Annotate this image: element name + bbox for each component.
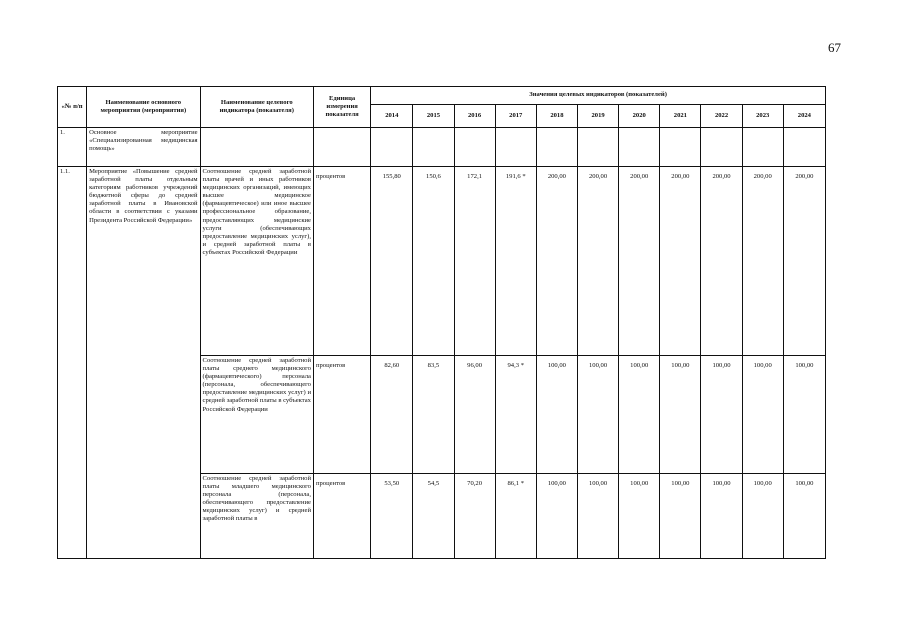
indicator-unit: процентов bbox=[313, 356, 370, 474]
indicator-name: Соотношение средней заработной платы среднего медицинского (фармацевтического) персонала (персонала, обеспечивающего предоставление медицинских услуг) и средней заработной платы в субъектах Российской Федерации bbox=[200, 356, 313, 474]
value-cell: 94,3 * bbox=[495, 356, 536, 474]
value-cell: 83,5 bbox=[413, 356, 454, 474]
year-header: 2019 bbox=[577, 105, 618, 128]
header-num: «№ п/п bbox=[58, 87, 87, 128]
header-activity: Наименование основного мероприятия (мероприятия) bbox=[87, 87, 200, 128]
year-header: 2024 bbox=[783, 105, 825, 128]
year-header: 2022 bbox=[701, 105, 742, 128]
header-indicator: Наименование целевого индикатора (показателя) bbox=[200, 87, 313, 128]
section-num: 1. bbox=[58, 128, 87, 167]
header-unit: Единица измерения показателя bbox=[313, 87, 370, 128]
value-cell: 100,00 bbox=[536, 356, 577, 474]
value-cell: 200,00 bbox=[701, 167, 742, 356]
value-cell: 100,00 bbox=[742, 356, 783, 474]
value-cell: 86,1 * bbox=[495, 474, 536, 559]
value-cell: 82,60 bbox=[371, 356, 413, 474]
year-header: 2017 bbox=[495, 105, 536, 128]
value-cell: 155,80 bbox=[371, 167, 413, 356]
indicator-name: Соотношение средней заработной платы младшего медицинского персонала (персонала, обеспечивающего предоставление медицинских услуг) и средней заработной платы в bbox=[200, 474, 313, 559]
value-cell: 150,6 bbox=[413, 167, 454, 356]
value-cell: 100,00 bbox=[577, 474, 618, 559]
indicator-unit: процентов bbox=[313, 167, 370, 356]
value-cell: 53,50 bbox=[371, 474, 413, 559]
value-cell: 172,1 bbox=[454, 167, 495, 356]
year-header: 2021 bbox=[660, 105, 701, 128]
indicator-name: Соотношение средней заработной платы врачей и иных работников медицинских организаций, имеющих высшее медицинское (фармацевтическое) или иное высшее профессиональное образование, предоставляющих медицинские услуги (обеспечивающих предоставление медицинских услуг), и средней заработной платы в субъектах Российской Федерации bbox=[200, 167, 313, 356]
year-header: 2020 bbox=[619, 105, 660, 128]
value-cell: 96,00 bbox=[454, 356, 495, 474]
activity-name: Мероприятие «Повышение средней заработной платы отдельным категориям работников учреждений бюджетной сферы до средней заработной платы в Ивановской области в соответствии с указами Президента Российской Федерации» bbox=[87, 167, 200, 559]
year-header: 2018 bbox=[536, 105, 577, 128]
value-cell: 200,00 bbox=[619, 167, 660, 356]
value-cell: 200,00 bbox=[742, 167, 783, 356]
value-cell: 54,5 bbox=[413, 474, 454, 559]
value-cell: 200,00 bbox=[577, 167, 618, 356]
value-cell: 100,00 bbox=[783, 474, 825, 559]
page-number: 67 bbox=[828, 40, 841, 55]
value-cell: 100,00 bbox=[536, 474, 577, 559]
value-cell: 100,00 bbox=[783, 356, 825, 474]
value-cell: 100,00 bbox=[701, 474, 742, 559]
target-indicators-table bbox=[57, 86, 826, 559]
value-cell: 100,00 bbox=[701, 356, 742, 474]
value-cell: 100,00 bbox=[660, 474, 701, 559]
activity-num: 1.1. bbox=[58, 167, 87, 559]
value-cell: 70,20 bbox=[454, 474, 495, 559]
section-name: Основное мероприятие «Специализированная медицинская помощь» bbox=[87, 128, 200, 167]
value-cell: 200,00 bbox=[660, 167, 701, 356]
value-cell: 100,00 bbox=[742, 474, 783, 559]
year-header: 2015 bbox=[413, 105, 454, 128]
year-header: 2016 bbox=[454, 105, 495, 128]
value-cell: 100,00 bbox=[660, 356, 701, 474]
value-cell: 200,00 bbox=[536, 167, 577, 356]
value-cell: 100,00 bbox=[577, 356, 618, 474]
value-cell: 100,00 bbox=[619, 356, 660, 474]
value-cell: 100,00 bbox=[619, 474, 660, 559]
section-row bbox=[58, 128, 826, 167]
header-values: Значения целевых индикаторов (показателей) bbox=[371, 87, 826, 105]
indicator-row bbox=[58, 167, 826, 356]
value-cell: 200,00 bbox=[783, 167, 825, 356]
indicator-unit: процентов bbox=[313, 474, 370, 559]
year-header: 2014 bbox=[371, 105, 413, 128]
year-header: 2023 bbox=[742, 105, 783, 128]
value-cell: 191,6 * bbox=[495, 167, 536, 356]
